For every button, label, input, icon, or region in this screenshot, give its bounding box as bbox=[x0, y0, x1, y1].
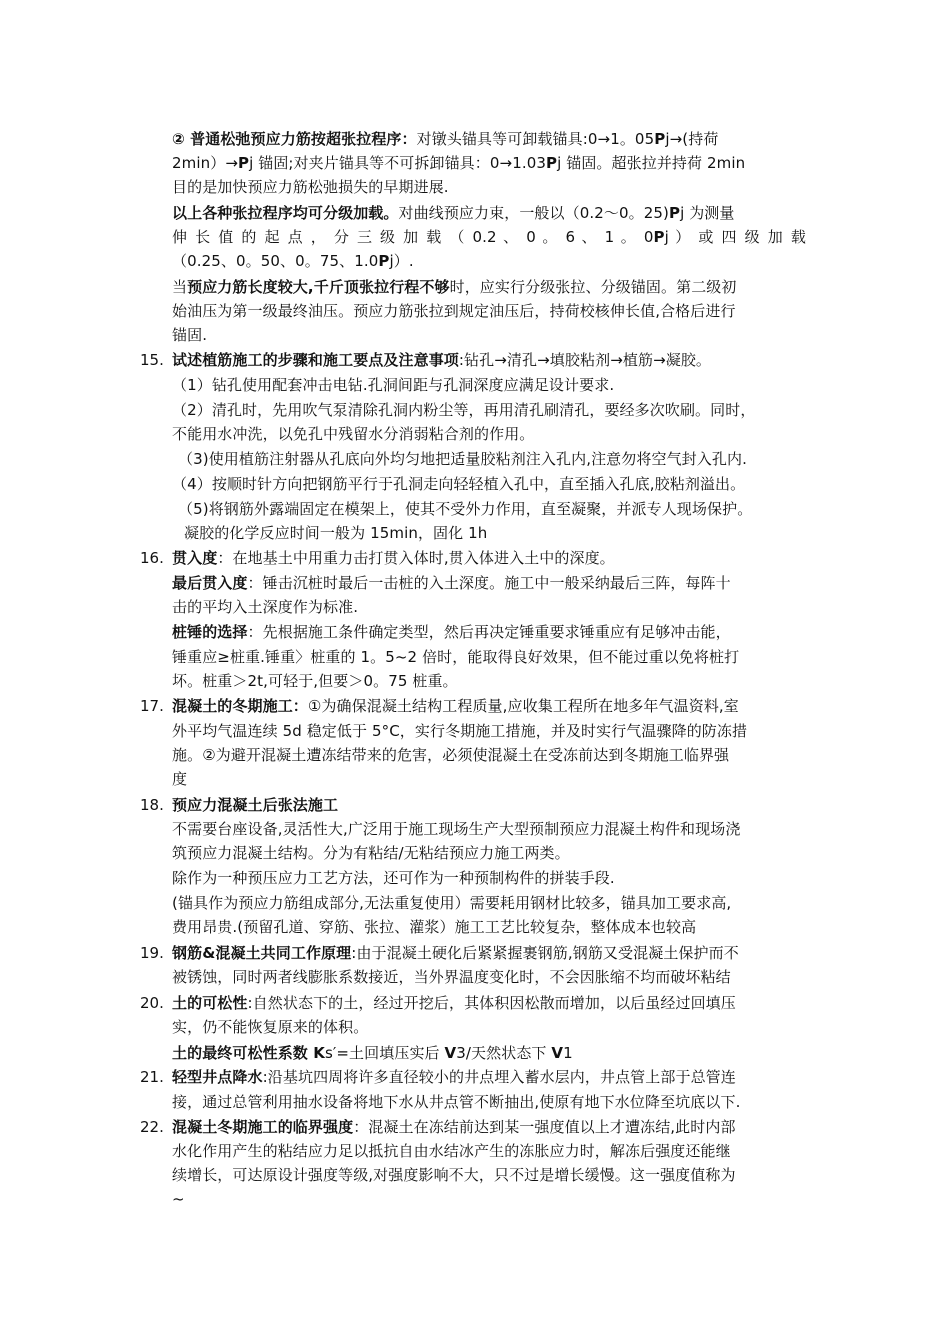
text: j）. bbox=[389, 252, 414, 270]
text-line bbox=[172, 1041, 573, 1065]
bold-text: 桩锤的选择 bbox=[172, 623, 248, 641]
item-number: 15. bbox=[140, 351, 164, 369]
text: （0.25、0。50、0。75、1.0 bbox=[172, 252, 379, 270]
text-line bbox=[172, 793, 338, 817]
text: 击的平均入土深度作为标准. bbox=[172, 598, 359, 616]
bold-text: 预应力混凝土后张法施工 bbox=[172, 796, 339, 814]
bold-text: 预应力筋长度较大,千斤顶张拉行程不够 bbox=[187, 278, 450, 296]
text: ~ bbox=[172, 1190, 185, 1208]
text-line bbox=[172, 249, 414, 273]
text: 外平均气温连续 5d 稳定低于 5°C，实行冬期施工措施，并及时实行气温骤降的防冻措 bbox=[172, 722, 748, 740]
text: 费用昂贵.(预留孔道、穿筋、张拉、灌浆）施工工艺比较复杂，整体成本也较高 bbox=[172, 918, 697, 936]
text-line bbox=[172, 472, 745, 496]
text-line bbox=[172, 991, 736, 1015]
item-number: 16. bbox=[140, 549, 164, 567]
text-line bbox=[172, 1139, 731, 1163]
bold-text: 土的最终可松性系数 K bbox=[172, 1044, 325, 1062]
text: （4）按顺时针方向把钢筋平行于孔洞走向轻轻植入孔中，直至插入孔底,胶粘剂溢出。 bbox=[172, 475, 746, 493]
text-line bbox=[172, 1115, 736, 1139]
text: j 为测量 bbox=[680, 204, 735, 222]
text-line bbox=[172, 767, 187, 791]
text-line bbox=[172, 275, 737, 299]
text: :钻孔→清孔→填胶粘剂→植筋→凝胶。 bbox=[458, 351, 712, 369]
bold-text: 钢筋&混凝土共同工作原理 bbox=[172, 944, 352, 962]
bold-text: 最后贯入度 bbox=[172, 574, 248, 592]
text: 伸 长 值 的 起 点 ， 分 三 级 加 载 （ 0.2 、 0 。 6 、 1 。 0 bbox=[172, 228, 654, 246]
text: ：先根据施工条件确定类型，然后再决定锤重要求锤重应有足够冲击能， bbox=[247, 623, 731, 641]
text-line bbox=[172, 743, 729, 767]
text: 不需要台座设备,灵活性大,广泛用于施工现场生产大型预制预应力混凝土构件和现场浇 bbox=[172, 820, 741, 838]
text: ：在地基土中用重力击打贯入体时,贯入体进入土中的深度。 bbox=[217, 549, 615, 567]
text-line bbox=[172, 571, 731, 595]
text: 锚固. bbox=[172, 326, 208, 344]
text: （3)使用植筋注射器从孔底向外均匀地把适量胶粘剂注入孔内,注意勿将空气封入孔内. bbox=[178, 450, 747, 468]
text-line bbox=[172, 915, 696, 939]
text-line bbox=[172, 1090, 740, 1114]
item-number: 21. bbox=[140, 1068, 164, 1086]
bold-text: ② 普通松弛预应力筋按超张拉程序： bbox=[172, 130, 417, 148]
text-line bbox=[172, 965, 731, 989]
text-line bbox=[172, 817, 740, 841]
text-line bbox=[172, 669, 458, 693]
text-line bbox=[172, 1015, 368, 1039]
text-line bbox=[184, 521, 487, 545]
item-number: 19. bbox=[140, 944, 164, 962]
text-line bbox=[172, 225, 806, 249]
bold-text: P bbox=[378, 252, 390, 270]
item-number: 22. bbox=[140, 1118, 164, 1136]
text-line bbox=[172, 373, 614, 397]
bold-text: 土的可松性 bbox=[172, 994, 248, 1012]
text-line bbox=[172, 694, 739, 718]
text-line bbox=[172, 620, 731, 644]
text: 目的是加快预应力筋松弛损失的早期进展. bbox=[172, 178, 449, 196]
text: j ） 或 四 级 加 载 bbox=[664, 228, 806, 246]
text: 水化作用产生的粘结应力足以抵抗自由水结冰产生的冻胀应力时，解冻后强度还能继 bbox=[172, 1142, 731, 1160]
text-line bbox=[172, 398, 755, 422]
text-line bbox=[172, 866, 615, 890]
bold-text: 轻型井点降水 bbox=[172, 1068, 263, 1086]
text-line bbox=[172, 645, 739, 669]
text: 除作为一种预压应力工艺方法，还可作为一种预制构件的拼装手段. bbox=[172, 869, 615, 887]
text: :由于混凝土硬化后紧紧握裹钢筋,钢筋又受混凝土保护而不 bbox=[351, 944, 739, 962]
text: 不能用水冲洗，以免孔中残留水分消弱粘合剂的作用。 bbox=[172, 425, 535, 443]
text: ：混凝土在冻结前达到某一强度值以上才遭冻结,此时内部 bbox=[353, 1118, 736, 1136]
text: j 锚固。超张拉并持荷 2min bbox=[557, 154, 746, 172]
text-line bbox=[172, 1187, 185, 1211]
text: 实，仍不能恢复原来的体积。 bbox=[172, 1018, 369, 1036]
text-line bbox=[172, 175, 449, 199]
text: :沿基坑四周将许多直径较小的井点埋入蓄水层内，井点管上部于总管连 bbox=[262, 1068, 736, 1086]
text: j 锚固;对夹片锚具等不可拆卸锚具：0→1.03 bbox=[249, 154, 546, 172]
text: 度 bbox=[172, 770, 188, 788]
text-line bbox=[172, 201, 735, 225]
text: ①为确保混凝土结构工程质量,应收集工程所在地多年气温资料,室 bbox=[307, 697, 739, 715]
text-line bbox=[172, 1163, 736, 1187]
text-line bbox=[172, 595, 358, 619]
item-number: 18. bbox=[140, 796, 164, 814]
text-line bbox=[172, 127, 718, 151]
bold-text: P bbox=[238, 154, 250, 172]
text-line bbox=[178, 447, 747, 471]
text: （5)将钢筋外露端固定在模架上，使其不受外力作用，直至凝聚，并派专人现场保护。 bbox=[178, 500, 753, 518]
bold-text: P bbox=[546, 154, 558, 172]
text: （1）钻孔使用配套冲击电钻.孔洞间距与孔洞深度应满足设计要求. bbox=[172, 376, 615, 394]
text: 1 bbox=[563, 1044, 573, 1062]
text: 对曲线预应力束，一般以（0.2～0。25) bbox=[398, 204, 669, 222]
text: s′=土回填压实后 bbox=[324, 1044, 445, 1062]
text-line bbox=[172, 299, 736, 323]
bold-text: 贯入度 bbox=[172, 549, 218, 567]
bold-text: 以上各种张拉程序均可分级加载。 bbox=[172, 204, 399, 222]
bold-text: V bbox=[444, 1044, 457, 1062]
text: (锚具作为预应力筋组成部分,无法重复使用）需要耗用钢材比较多，锚具加工要求高, bbox=[172, 894, 732, 912]
text: 时，应实行分级张拉、分级锚固。第二级初 bbox=[449, 278, 737, 296]
text-line bbox=[172, 422, 534, 446]
text: j→(持荷 bbox=[665, 130, 719, 148]
item-number: 20. bbox=[140, 994, 164, 1012]
text: 续增长，可达原设计强度等级,对强度影响不大，只不过是增长缓慢。这一强度值称为 bbox=[172, 1166, 736, 1184]
bold-text: P bbox=[654, 130, 666, 148]
text-line bbox=[178, 497, 752, 521]
bold-text: P bbox=[653, 228, 665, 246]
text: 凝胶的化学反应时间一般为 15min，固化 1h bbox=[184, 524, 488, 542]
text: 当 bbox=[172, 278, 188, 296]
item-number: 17. bbox=[140, 697, 164, 715]
text: :自然状态下的土，经过开挖后，其体积因松散而增加，以后虽经过回填压 bbox=[247, 994, 736, 1012]
text-line bbox=[172, 546, 615, 570]
text: ：锤击沉桩时最后一击桩的入土深度。施工中一般采纳最后三阵，每阵十 bbox=[247, 574, 731, 592]
text-line bbox=[172, 348, 711, 372]
bold-text: 试述植筋施工的步骤和施工要点及注意事项 bbox=[172, 351, 459, 369]
text-line bbox=[172, 891, 731, 915]
text: 2min）→ bbox=[172, 154, 238, 172]
text: 3/天然状态下 bbox=[456, 1044, 552, 1062]
bold-text: 混凝土冬期施工的临界强度 bbox=[172, 1118, 354, 1136]
text-line bbox=[172, 841, 570, 865]
text: 被锈蚀，同时两者线膨胀系数接近，当外界温度变化时，不会因胀缩不均而破坏粘结 bbox=[172, 968, 731, 986]
text: 始油压为第一级最终油压。预应力筋张拉到规定油压后，持荷校核伸长值,合格后进行 bbox=[172, 302, 736, 320]
bold-text: V bbox=[551, 1044, 564, 1062]
text-line bbox=[172, 1065, 736, 1089]
text: 筑预应力混凝土结构。分为有粘结/无粘结预应力施工两类。 bbox=[172, 844, 570, 862]
text-line bbox=[172, 323, 207, 347]
text-line bbox=[172, 151, 745, 175]
text: （2）清孔时，先用吹气泵清除孔洞内粉尘等，再用清孔刷清孔，要经多次吹刷。同时， bbox=[172, 401, 756, 419]
text: 锤重应≥桩重.锤重〉桩重的 1。5~2 倍时，能取得良好效果，但不能过重以免将桩打 bbox=[172, 648, 740, 666]
bold-text: 混凝土的冬期施工： bbox=[172, 697, 308, 715]
text: 接，通过总管利用抽水设备将地下水从井点管不断抽出,使原有地下水位降至坑底以下. bbox=[172, 1093, 741, 1111]
text: 坏。桩重＞2t,可轻于,但要＞0。75 桩重。 bbox=[172, 672, 458, 690]
text-line bbox=[172, 719, 747, 743]
text-line bbox=[172, 941, 739, 965]
bold-text: P bbox=[668, 204, 681, 222]
text: 对镦头锚具等可卸载锚具:0→1。05 bbox=[416, 130, 655, 148]
text: 施。②为避开混凝土遭冻结带来的危害，必须使混凝土在受冻前达到冬期施工临界强 bbox=[172, 746, 730, 764]
